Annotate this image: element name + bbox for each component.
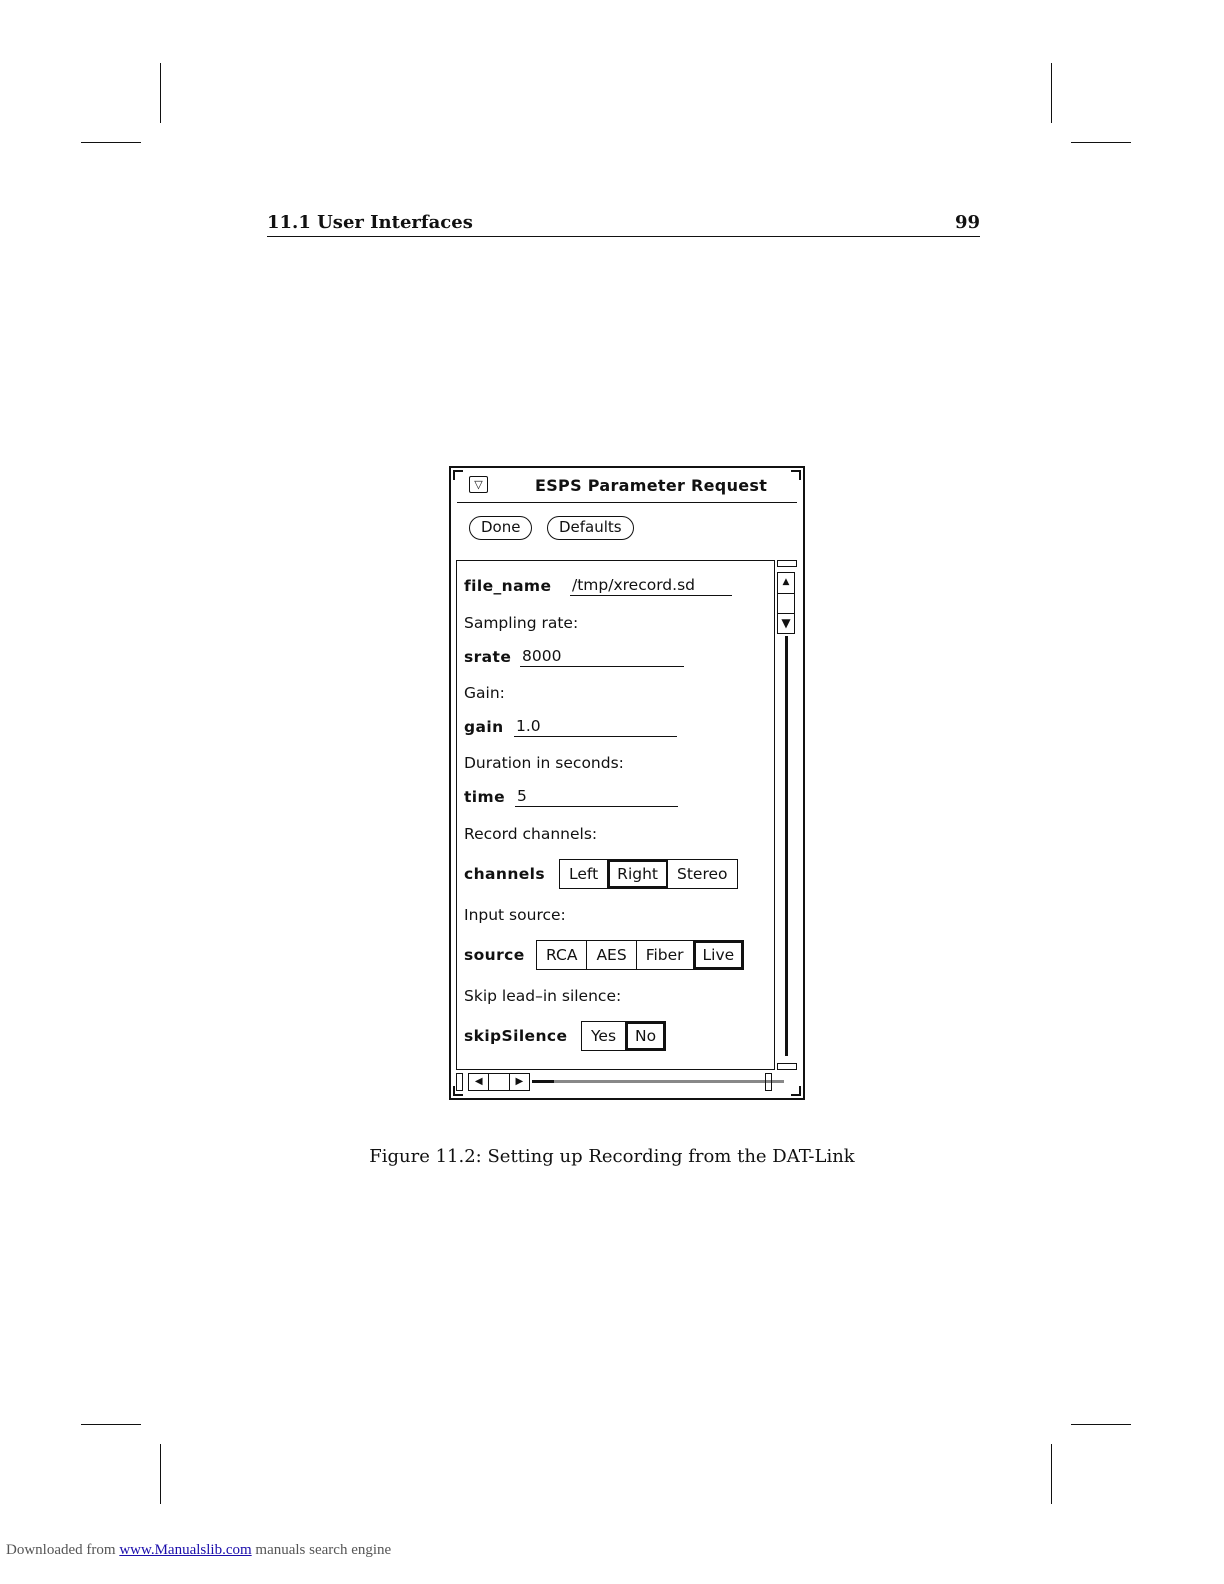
footer (6, 1542, 391, 1559)
source-selector (536, 940, 744, 970)
skip-silence-option-no[interactable]: No (626, 1022, 665, 1050)
vertical-scrollbar[interactable] (777, 560, 797, 1070)
scroll-right-icon[interactable]: ▶ (515, 1076, 524, 1087)
source-label: source (464, 946, 525, 964)
crop-mark (1051, 1444, 1052, 1504)
scroll-drag-box[interactable] (778, 593, 794, 614)
channels-selector (559, 859, 738, 889)
file-name-field[interactable]: /tmp/xrecord.sd (570, 577, 732, 596)
srate-field[interactable]: 8000 (520, 648, 684, 667)
section-title: 11.1 User Interfaces (267, 212, 473, 233)
crop-mark (81, 142, 141, 143)
horizontal-scroll-elevator[interactable] (468, 1073, 530, 1091)
manualslib-link[interactable]: www.Manualslib.com (119, 1542, 252, 1558)
channels-label: channels (464, 865, 546, 883)
vertical-scroll-track[interactable] (785, 636, 788, 1056)
scroll-left-cable-anchor[interactable] (456, 1073, 463, 1091)
footer-prefix: Downloaded from (6, 1542, 120, 1558)
scroll-left-icon[interactable]: ◀ (469, 1074, 489, 1090)
gain-prompt: Gain: (464, 684, 505, 702)
crop-mark (160, 63, 161, 123)
skip-silence-prompt: Skip lead–in silence: (464, 987, 622, 1005)
record-channels-prompt: Record channels: (464, 825, 598, 843)
horizontal-scrollbar[interactable] (456, 1072, 776, 1092)
file-name-label: file_name (464, 577, 552, 595)
gain-label: gain (464, 718, 504, 736)
vertical-scroll-elevator[interactable] (777, 572, 795, 634)
source-option-fiber[interactable]: Fiber (637, 941, 694, 969)
horizontal-scroll-track[interactable] (532, 1080, 784, 1083)
skip-silence-label: skipSilence (464, 1027, 568, 1045)
source-option-aes[interactable]: AES (587, 941, 636, 969)
skip-silence-option-yes[interactable]: Yes (582, 1022, 626, 1050)
scroll-up-icon[interactable]: ▲ (778, 573, 794, 594)
parameter-request-window (449, 466, 805, 1100)
scroll-right-cable-anchor[interactable] (765, 1073, 772, 1091)
channels-option-right[interactable]: Right (608, 860, 668, 888)
done-button[interactable]: Done (469, 516, 532, 540)
channels-option-stereo[interactable]: Stereo (677, 865, 728, 883)
time-label: time (464, 788, 505, 806)
window-title: ESPS Parameter Request (535, 476, 768, 495)
source-option-live[interactable]: Live (694, 941, 744, 969)
parameter-pane (456, 560, 775, 1070)
scroll-top-cable-anchor[interactable] (777, 560, 797, 567)
window-corner[interactable] (791, 470, 801, 480)
footer-suffix: manuals search engine (251, 1542, 392, 1558)
crop-mark (1071, 1424, 1131, 1425)
source-option-rca[interactable]: RCA (537, 941, 587, 969)
sampling-rate-prompt: Sampling rate: (464, 614, 579, 632)
scroll-down-icon[interactable]: ▼ (781, 616, 791, 630)
channels-option-left[interactable]: Left (560, 860, 608, 888)
figure-caption: Figure 11.2: Setting up Recording from the DAT-Link (369, 1146, 855, 1167)
crop-mark (160, 1444, 161, 1504)
crop-mark (1051, 63, 1052, 123)
time-field[interactable]: 5 (515, 788, 678, 807)
running-head (267, 212, 980, 237)
window-corner[interactable] (791, 1086, 801, 1096)
srate-label: srate (464, 648, 512, 666)
window-corner[interactable] (453, 470, 463, 480)
window-menu-icon[interactable]: ▽ (469, 476, 488, 493)
page-number: 99 (954, 212, 980, 233)
scroll-bottom-cable-anchor[interactable] (777, 1063, 797, 1070)
input-source-prompt: Input source: (464, 906, 566, 924)
scroll-drag-box[interactable] (489, 1074, 509, 1090)
crop-mark (1071, 142, 1131, 143)
crop-mark (81, 1424, 141, 1425)
duration-prompt: Duration in seconds: (464, 754, 624, 772)
gain-field[interactable]: 1.0 (514, 718, 677, 737)
title-divider (457, 502, 797, 503)
skip-silence-selector (581, 1021, 666, 1051)
defaults-button[interactable]: Defaults (547, 516, 634, 540)
